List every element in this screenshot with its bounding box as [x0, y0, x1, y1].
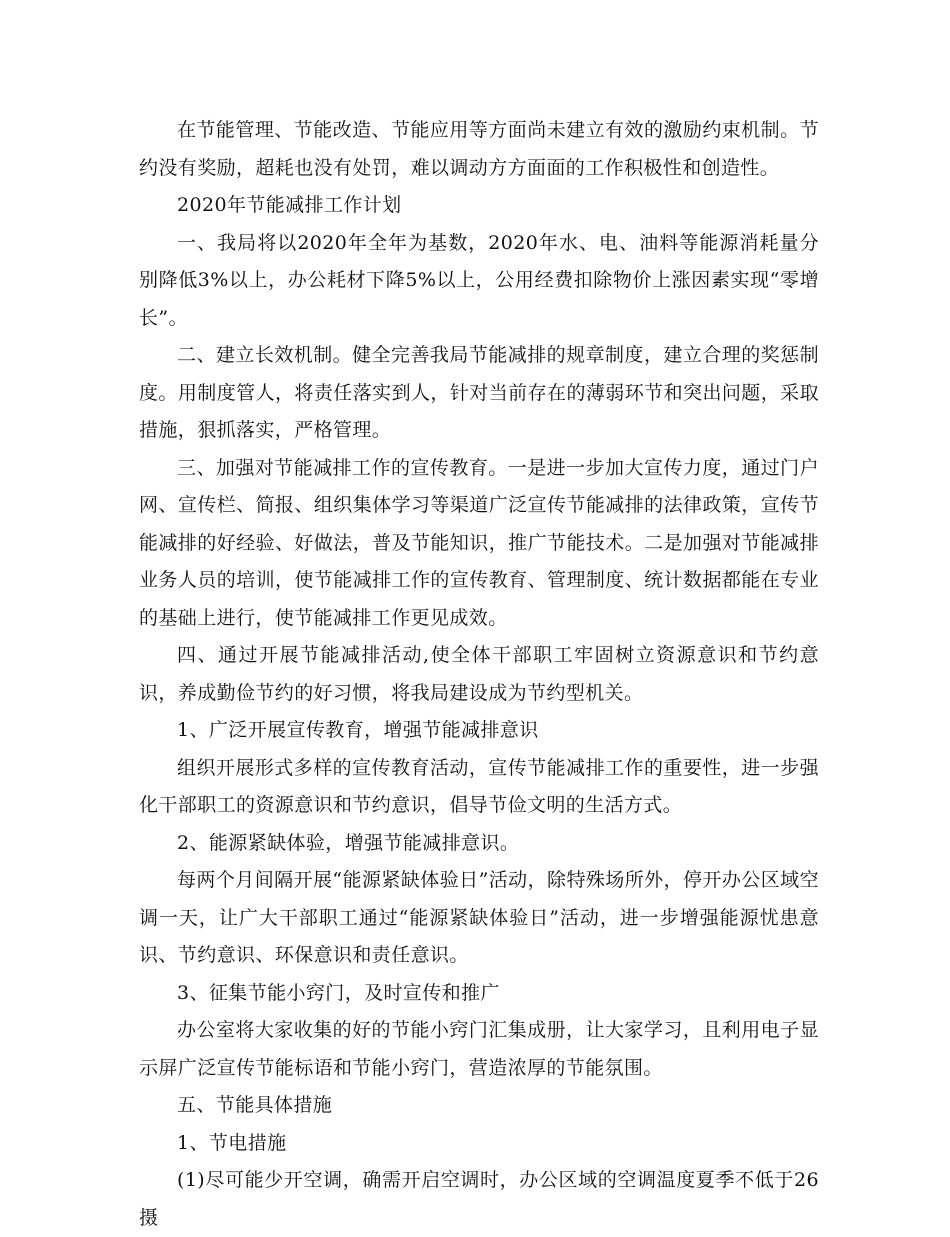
paragraph-item-3-heading: 3、征集节能小窍门，及时宣传和推广	[177, 981, 500, 1004]
paragraph-section-3: 三、加强对节能减排工作的宣传教育。一是进一步加大宣传力度，通过门户网、宣传栏、简报、组织集体学习等渠道广泛宣传节能减排的法律政策，宣传节能减排的好经验、好做法，普及节能知识，推广节能技术。二是加强对节能减排业务人员的培训，使节能减排工作的宣传教育、管理制度、统计数据都能在专业的基础上进行，使节能减排工作更见成效。	[139, 456, 819, 629]
paragraph-section-2: 二、建立长效机制。健全完善我局节能减排的规章制度，建立合理的奖惩制度。用制度管人，将责任落实到人，针对当前存在的薄弱环节和突出问题，采取措施，狠抓落实，严格管理。	[139, 344, 819, 441]
paragraph-incentive-mechanism: 在节能管理、节能改造、节能应用等方面尚未建立有效的激励约束机制。节约没有奖励，超耗也没有处罚，难以调动方方面面的工作积极性和创造性。	[139, 119, 819, 179]
paragraph-section-4: 四、通过开展节能减排活动,使全体干部职工牢固树立资源意识和节约意识，养成勤俭节约的好习惯，将我局建设成为节约型机关。	[139, 644, 819, 704]
paragraph-item-1-body: 组织开展形式多样的宣传教育活动，宣传节能减排工作的重要性，进一步强化干部职工的资源意识和节约意识，倡导节俭文明的生活方式。	[139, 756, 819, 816]
document-body	[139, 112, 819, 1237]
paragraph-item-2-body: 每两个月间隔开展“能源紧缺体验日”活动，除特殊场所外，停开办公区域空调一天，让广大干部职工通过“能源紧缺体验日”活动，进一步增强能源忧患意识、节约意识、环保意识和责任意识。	[139, 869, 819, 966]
paragraph-plan-title: 2020年节能减排工作计划	[177, 194, 402, 216]
paragraph-power-saving-item-1: (1)尽可能少开空调，确需开启空调时，办公区域的空调温度夏季不低于26摄	[139, 1169, 819, 1229]
paragraph-item-1-heading: 1、广泛开展宣传教育，增强节能减排意识	[177, 719, 539, 741]
paragraph-power-saving-heading: 1、节电措施	[177, 1131, 287, 1154]
paragraph-item-3-body: 办公室将大家收集的好的节能小窍门汇集成册，让大家学习，且利用电子显示屏广泛宣传节能标语和节能小窍门，营造浓厚的节能氛围。	[139, 1019, 819, 1079]
paragraph-item-2-heading: 2、能源紧缺体验，增强节能减排意识。	[177, 831, 520, 854]
paragraph-section-5: 五、节能具体措施	[177, 1094, 333, 1116]
paragraph-section-1: 一、我局将以2020年全年为基数，2020年水、电、油料等能源消耗量分别降低3%以上，办公耗材下降5%以上，公用经费扣除物价上涨因素实现“零增长”。	[139, 231, 819, 329]
